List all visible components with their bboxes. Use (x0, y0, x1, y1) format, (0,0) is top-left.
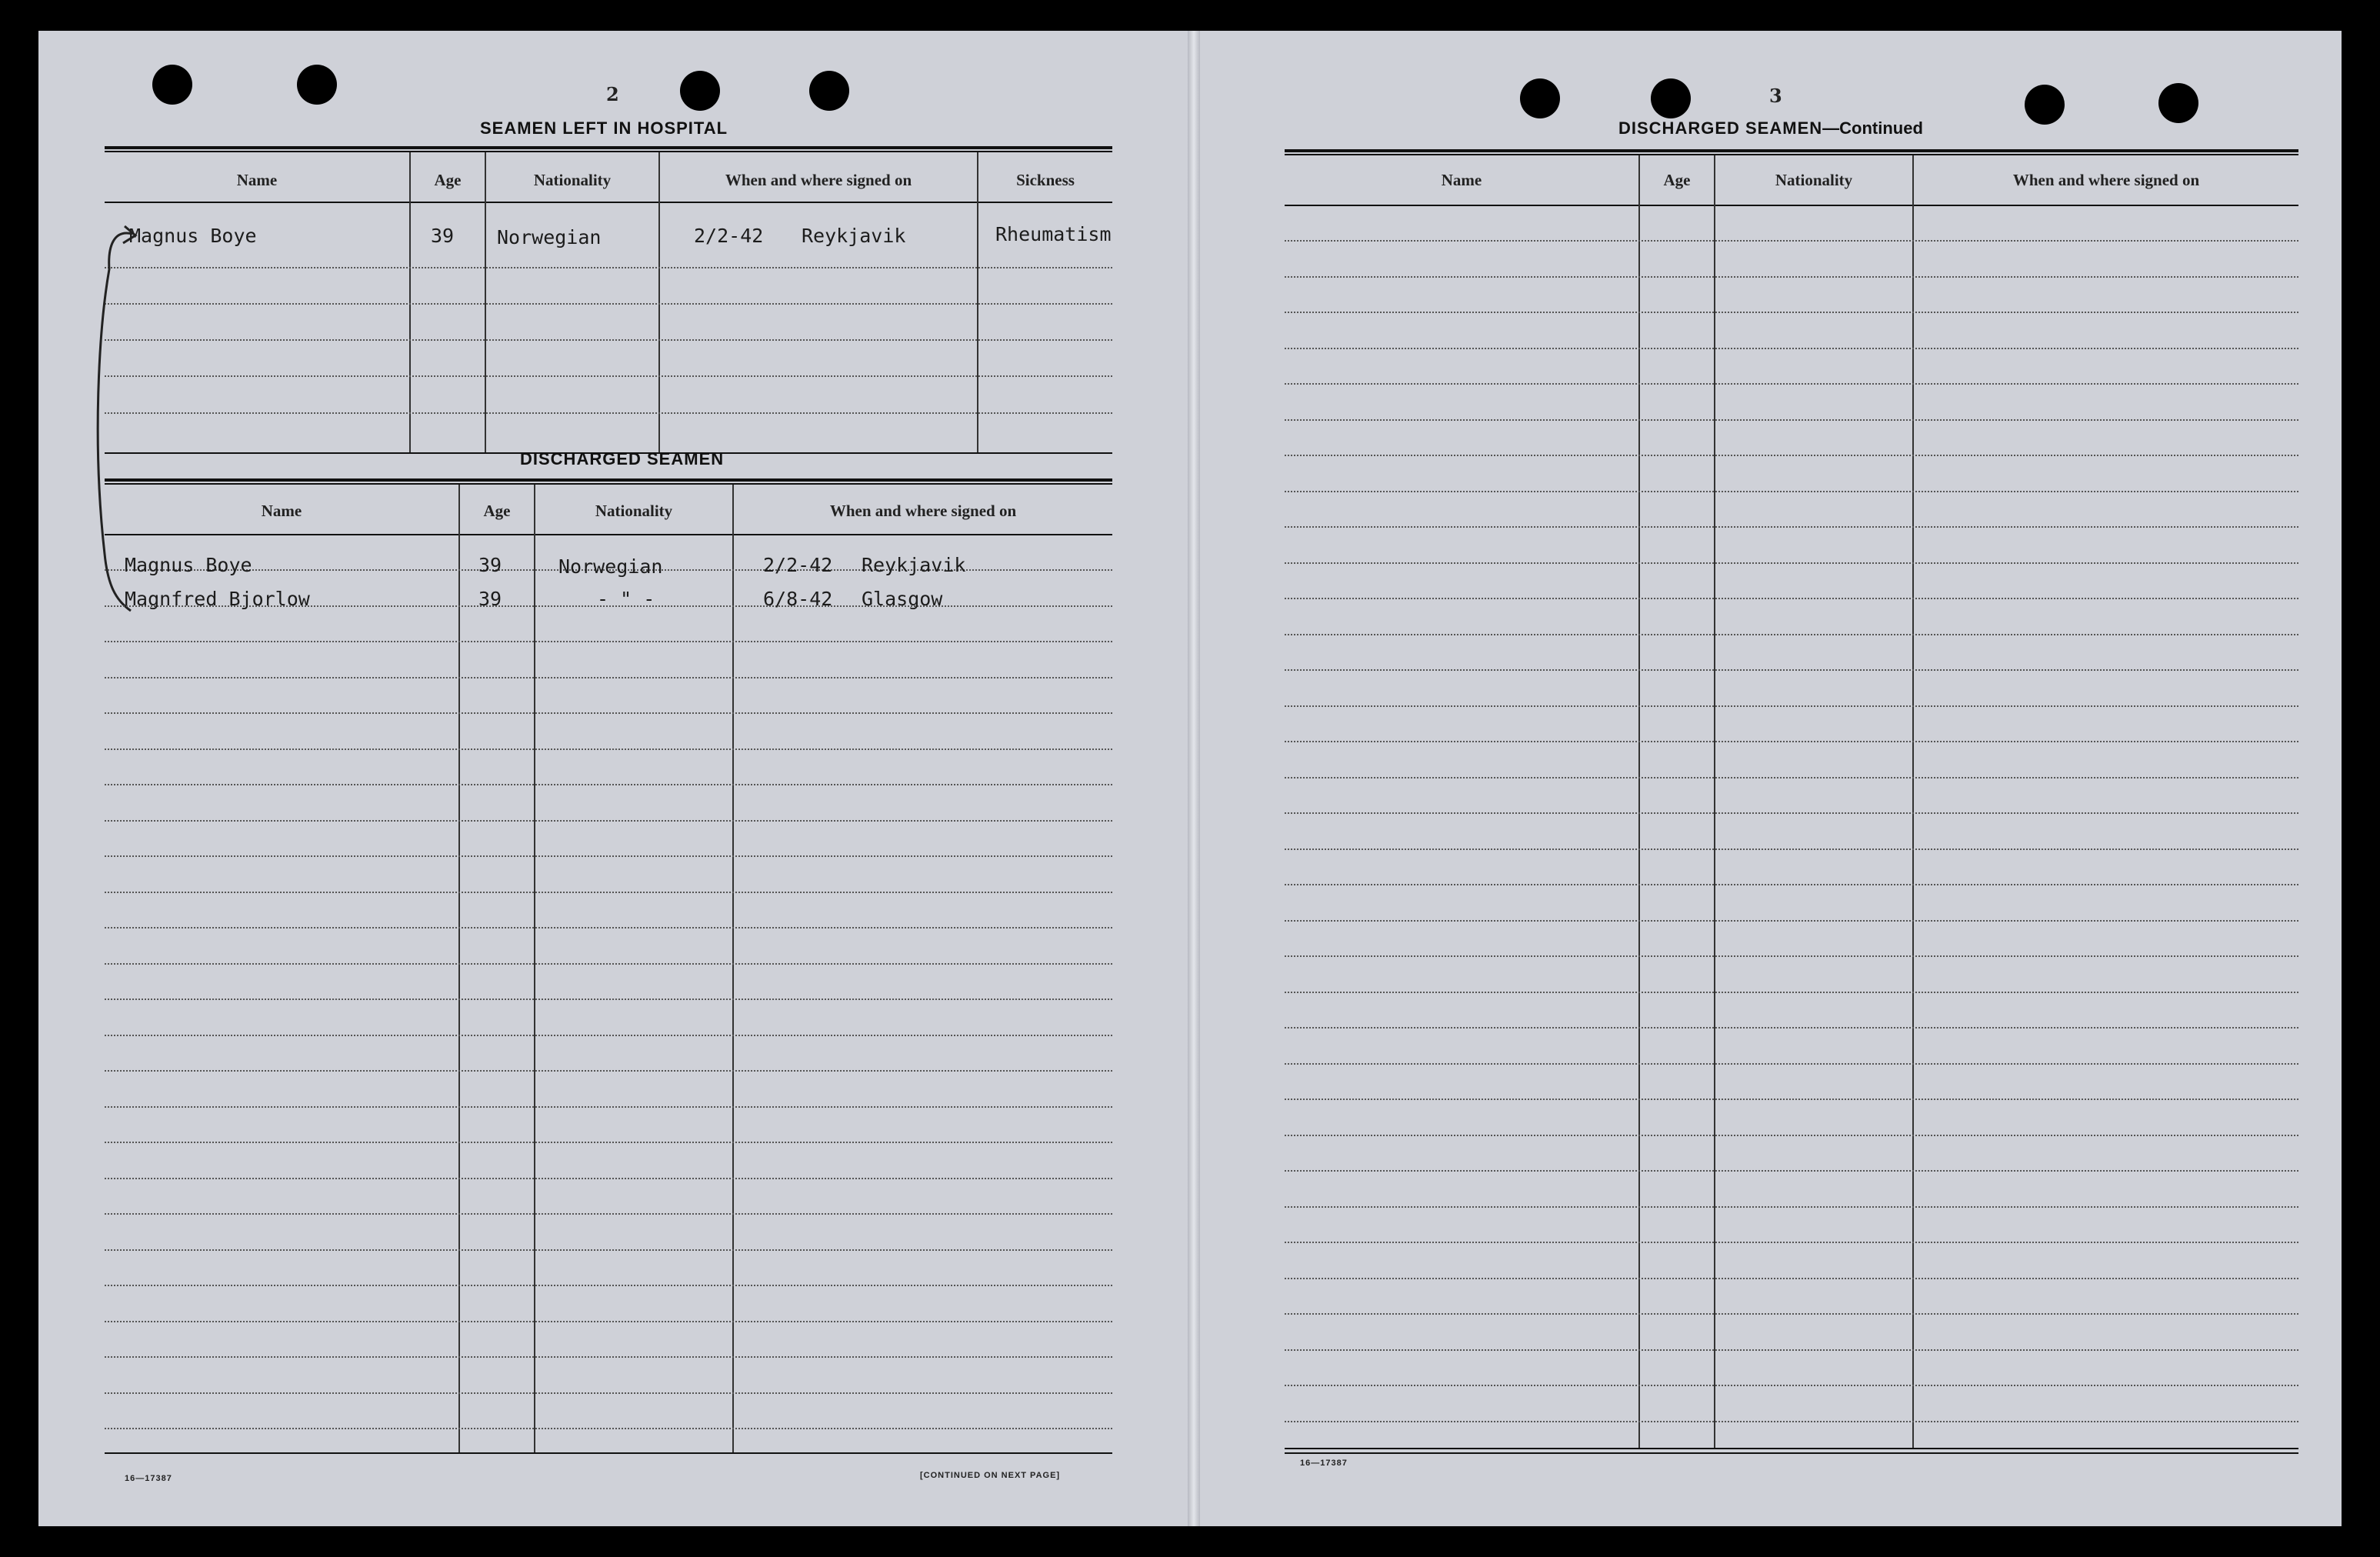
hospital-section-title: SEAMEN LEFT IN HOSPITAL (480, 118, 728, 138)
continued-header-nationality: Nationality (1775, 171, 1853, 189)
ruled-line (1285, 955, 2298, 957)
ruled-line (105, 1392, 1112, 1394)
ruled-line (105, 1070, 1112, 1072)
ruled-line (1285, 1242, 2298, 1243)
ruled-line (105, 1106, 1112, 1108)
discharged-place: Reykjavik (862, 554, 966, 576)
punch-hole (2025, 85, 2065, 125)
ruled-line (1285, 812, 2298, 814)
discharged-age: 39 (478, 554, 502, 576)
ruled-line (105, 677, 1112, 678)
ruled-line (105, 820, 1112, 822)
ruled-line (1285, 562, 2298, 564)
ruled-line (105, 1178, 1112, 1179)
discharged-date: 6/8-42 (763, 588, 833, 610)
ruled-line (1285, 1385, 2298, 1386)
ruled-line (105, 1035, 1112, 1036)
ruled-line (1285, 1063, 2298, 1065)
right-page (1200, 31, 2342, 1526)
ruled-line (105, 855, 1112, 857)
ruled-line (1285, 1099, 2298, 1100)
discharged-header-name: Name (261, 502, 302, 520)
hospital-header-name: Name (236, 171, 278, 189)
ruled-line (105, 748, 1112, 750)
ruled-line (1285, 1313, 2298, 1315)
form-number: 16—17387 (125, 1474, 172, 1483)
ruled-line (105, 1285, 1112, 1286)
ruled-line (105, 963, 1112, 965)
ruled-line (1285, 1349, 2298, 1351)
discharged-nationality: Norwegian (558, 555, 663, 578)
punch-hole (2158, 83, 2198, 123)
ruled-line (105, 784, 1112, 785)
ruled-line (1285, 1170, 2298, 1172)
discharged-date: 2/2-42 (763, 554, 833, 576)
ruled-line (1285, 1027, 2298, 1029)
continued-header-name: Name (1441, 171, 1482, 189)
ruled-line (105, 1356, 1112, 1358)
ruled-line (1285, 920, 2298, 922)
ruled-line (1285, 526, 2298, 528)
ruled-line (105, 1249, 1112, 1251)
ruled-line (1285, 276, 2298, 278)
discharged-name: Magnus Boye (125, 554, 252, 576)
hospital-date: 2/2-42 (694, 225, 764, 247)
punch-hole (1651, 78, 1691, 118)
punch-hole (152, 65, 192, 105)
ruled-line (1285, 634, 2298, 635)
punch-hole (680, 71, 720, 111)
discharged-header-signed-on: When and where signed on (829, 502, 1017, 520)
discharged-header-nationality: Nationality (595, 502, 673, 520)
punch-hole (809, 71, 849, 111)
ruled-line (105, 892, 1112, 893)
ruled-line (105, 1321, 1112, 1322)
discharged-section-title: DISCHARGED SEAMEN (520, 449, 725, 468)
ruled-line (105, 1142, 1112, 1143)
discharged-top-rule (105, 478, 1112, 482)
ruled-line (105, 712, 1112, 714)
discharged-name: Magnfred Bjorlow (125, 588, 310, 610)
hospital-top-rule (105, 146, 1112, 149)
hospital-sickness: Rheumatism (995, 223, 1112, 245)
form-number: 16—17387 (1300, 1459, 1348, 1468)
ruled-line (1285, 455, 2298, 456)
ruled-line (1285, 419, 2298, 421)
ruled-line (1285, 1278, 2298, 1279)
hospital-header-age: Age (434, 171, 462, 189)
continued-header-signed-on: When and where signed on (2012, 171, 2200, 189)
discharged-place: Glasgow (862, 588, 943, 610)
hospital-header-signed-on: When and where signed on (725, 171, 912, 189)
discharged-age: 39 (478, 588, 502, 610)
page-number: 2 (606, 83, 619, 105)
ruled-line (1285, 992, 2298, 993)
continued-header-age: Age (1663, 171, 1691, 189)
ruled-line (1285, 383, 2298, 385)
hospital-age: 39 (431, 225, 455, 247)
continued-top-rule (1285, 149, 2298, 152)
ruled-line (1285, 884, 2298, 885)
ruled-line (1285, 705, 2298, 707)
page-gutter (1188, 31, 1200, 1526)
ruled-line (1285, 777, 2298, 778)
ruled-line (1285, 598, 2298, 599)
page-number: 3 (1769, 85, 1782, 107)
continued-note: [CONTINUED ON NEXT PAGE] (920, 1471, 1061, 1480)
ruled-line (1285, 669, 2298, 671)
left-page (38, 31, 1188, 1526)
hospital-header-sickness: Sickness (1016, 171, 1075, 189)
ruled-line (1285, 491, 2298, 492)
punch-hole (297, 65, 337, 105)
ruled-line (105, 999, 1112, 1000)
ruled-line (1285, 240, 2298, 242)
ruled-line (105, 927, 1112, 929)
discharged-continued-title: DISCHARGED SEAMEN—Continued (1618, 118, 1923, 138)
hospital-header-nationality: Nationality (533, 171, 612, 189)
ruled-line (1285, 1206, 2298, 1208)
ruled-line (1285, 312, 2298, 313)
ruled-line (1285, 1421, 2298, 1422)
ruled-line (1285, 348, 2298, 349)
ruled-line (1285, 741, 2298, 742)
hospital-name: Magnus Boye (129, 225, 257, 247)
ruled-line (105, 1428, 1112, 1429)
hospital-nationality: Norwegian (497, 226, 602, 248)
scanned-document (38, 31, 2342, 1526)
punch-hole (1520, 78, 1560, 118)
discharged-header-age: Age (483, 502, 511, 520)
ruled-line (105, 641, 1112, 642)
ruled-line (105, 1213, 1112, 1215)
hospital-place: Reykjavik (802, 225, 906, 247)
ruled-line (1285, 849, 2298, 850)
discharged-nationality: - " - (597, 588, 655, 610)
ruled-line (1285, 1135, 2298, 1136)
